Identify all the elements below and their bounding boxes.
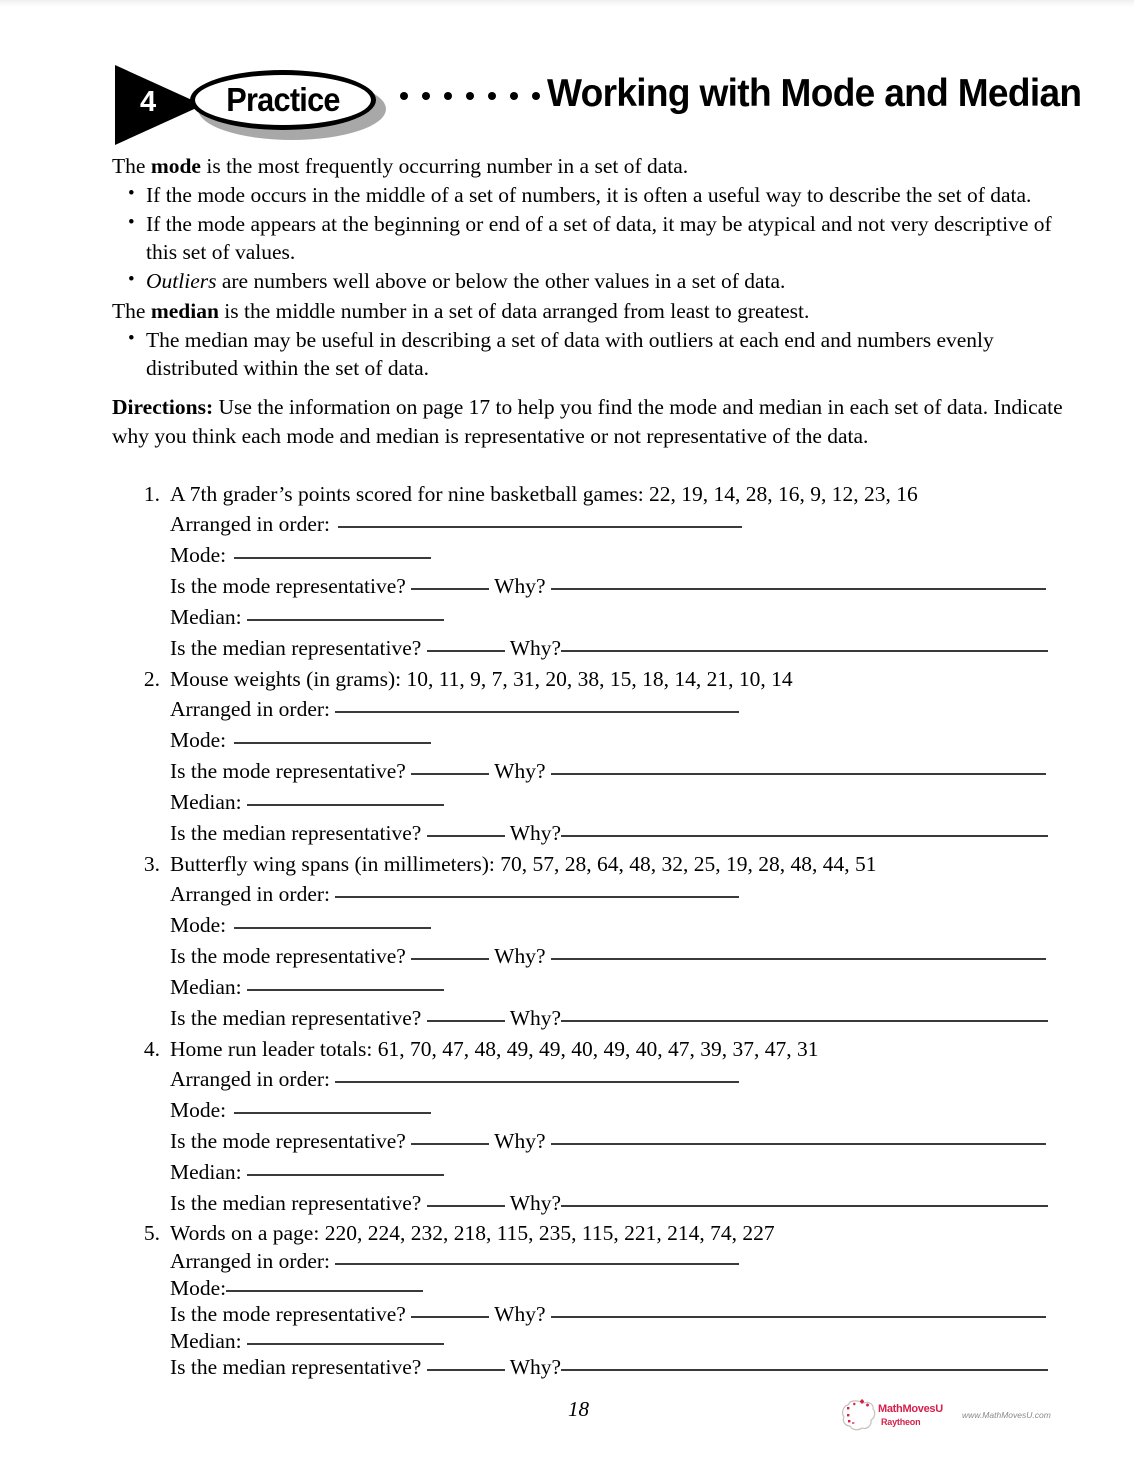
mode-rep-row <box>170 1126 1072 1157</box>
logo-company: Raytheon <box>881 1417 921 1427</box>
question-number: 2. <box>143 667 160 691</box>
why-label: Why? <box>509 1191 562 1215</box>
arranged-input[interactable] <box>335 1249 739 1265</box>
mode-input[interactable] <box>234 543 431 559</box>
question-number: 5. <box>143 1221 160 1245</box>
question-2 <box>112 664 1072 849</box>
answer-lines <box>112 509 1072 664</box>
outliers-term: Outliers <box>146 269 217 293</box>
mode-bullet-list <box>112 181 1072 295</box>
leader-dot <box>444 92 452 100</box>
median-rep-label: Is the median representative? <box>170 1006 422 1030</box>
arranged-label: Arranged in order: <box>170 882 330 906</box>
median-def-prefix: The <box>112 299 151 323</box>
median-label: Median: <box>170 790 242 814</box>
question-text: Butterfly wing spans (in millimeters): 70, 57, 28, 64, 48, 32, 25, 19, 28, 48, 44, 51 <box>170 852 877 876</box>
median-row <box>170 972 1072 1003</box>
why-label: Why? <box>494 574 546 598</box>
question-prompt <box>112 1219 1072 1248</box>
leader-dot <box>400 92 408 100</box>
median-rep-input[interactable] <box>427 821 505 837</box>
mode-input[interactable] <box>234 1098 431 1114</box>
mode-row <box>170 1275 1072 1302</box>
answer-lines <box>112 1064 1072 1219</box>
question-list <box>112 479 1072 1381</box>
median-row <box>170 602 1072 633</box>
mode-def-prefix: The <box>112 154 151 178</box>
median-input[interactable] <box>247 790 444 806</box>
arranged-row <box>170 509 1072 540</box>
mode-row <box>170 540 1072 571</box>
median-label: Median: <box>170 975 242 999</box>
mode-definition <box>112 152 1072 180</box>
mode-why-input[interactable] <box>551 1129 1046 1145</box>
median-rep-label: Is the median representative? <box>170 1355 422 1379</box>
question-prompt <box>112 664 1072 694</box>
page-title: Working with Mode and Median <box>547 72 1082 115</box>
directions-text: Use the information on page 17 to help you find the mode and median in each set of data. Indicate why you think each mode and median is representative or not representative of the data. <box>112 395 1063 448</box>
mode-rep-label: Is the mode representative? <box>170 574 406 598</box>
mode-label: Mode: <box>170 913 227 937</box>
mode-rep-input[interactable] <box>411 1302 489 1318</box>
mode-label: Mode: <box>170 728 227 752</box>
mode-rep-input[interactable] <box>411 944 489 960</box>
question-text: Words on a page: 220, 224, 232, 218, 115, 235, 115, 221, 214, 74, 227 <box>170 1221 775 1245</box>
median-why-input[interactable] <box>561 821 1048 837</box>
leader-dot <box>488 92 496 100</box>
mode-def-suffix: is the most frequently occurring number in a set of data. <box>200 154 689 178</box>
dot-leader <box>400 92 540 100</box>
median-rep-row <box>170 1354 1072 1381</box>
answer-lines <box>112 1248 1072 1381</box>
median-rep-input[interactable] <box>427 1191 505 1207</box>
arranged-input[interactable] <box>335 697 739 713</box>
median-label: Median: <box>170 1328 242 1353</box>
mode-term: mode <box>150 154 201 178</box>
leader-dot <box>532 92 540 100</box>
arranged-label: Arranged in order: <box>170 697 330 721</box>
mode-why-input[interactable] <box>551 944 1046 960</box>
logo-name: MathMovesU <box>878 1403 943 1415</box>
mode-rep-input[interactable] <box>411 1129 489 1145</box>
answer-lines <box>112 879 1072 1034</box>
question-text: A 7th grader’s points scored for nine basketball games: 22, 19, 14, 28, 16, 9, 12, 23, 16 <box>170 482 918 506</box>
leader-dot <box>510 92 518 100</box>
mode-input[interactable] <box>234 728 431 744</box>
practice-oval <box>190 70 376 130</box>
logo-url: www.MathMovesU.com <box>962 1410 1051 1420</box>
median-row <box>170 1328 1072 1355</box>
page-number: 18 <box>568 1397 589 1421</box>
logo-blob-icon <box>840 1399 880 1433</box>
median-rep-row <box>170 1188 1072 1219</box>
median-rep-input[interactable] <box>427 1355 505 1371</box>
arranged-input[interactable] <box>335 1067 739 1083</box>
practice-label: Practice <box>226 81 340 118</box>
mode-rep-label: Is the mode representative? <box>170 944 406 968</box>
mode-label: Mode: <box>170 1275 227 1300</box>
median-rep-row <box>170 1003 1072 1034</box>
list-item: • If the mode occurs in the middle of a set of numbers, it is often a useful way to describe the set of data. <box>112 181 1072 209</box>
directions-label: Directions: <box>112 395 214 419</box>
arranged-row <box>170 694 1072 725</box>
list-item: • The median may be useful in describing a set of data with outliers at each end and numbers evenly distributed within the set of data. <box>112 326 1072 382</box>
mode-row <box>170 725 1072 756</box>
arranged-label: Arranged in order: <box>170 1067 330 1091</box>
arranged-input[interactable] <box>338 512 742 528</box>
arranged-input[interactable] <box>335 882 739 898</box>
median-rep-label: Is the median representative? <box>170 1191 422 1215</box>
median-rep-input[interactable] <box>427 1006 505 1022</box>
median-why-input[interactable] <box>561 1191 1048 1207</box>
question-text: Home run leader totals: 61, 70, 47, 48, 49, 49, 40, 49, 40, 47, 39, 37, 47, 31 <box>170 1037 819 1061</box>
leader-dot <box>466 92 474 100</box>
median-bullet-list <box>112 326 1072 382</box>
why-label: Why? <box>494 944 546 968</box>
question-1 <box>112 479 1072 664</box>
lesson-number: 4 <box>140 86 156 118</box>
question-prompt <box>112 1034 1072 1064</box>
list-item <box>112 267 1072 295</box>
mode-row <box>170 910 1072 941</box>
mode-input[interactable] <box>226 1276 423 1292</box>
median-row <box>170 1157 1072 1188</box>
mode-rep-row <box>170 756 1072 787</box>
mode-rep-input[interactable] <box>411 759 489 775</box>
list-item: • If the mode appears at the beginning or end of a set of data, it may be atypical and not very descriptive of this set of values. <box>112 210 1072 266</box>
median-rep-row <box>170 633 1072 664</box>
directions <box>112 393 1072 451</box>
median-why-input[interactable] <box>561 636 1048 652</box>
median-why-input[interactable] <box>561 1006 1048 1022</box>
why-label: Why? <box>509 821 562 845</box>
triangle-arrow-icon <box>115 65 203 145</box>
why-label: Why? <box>494 1302 546 1326</box>
median-input[interactable] <box>247 975 444 991</box>
mode-label: Mode: <box>170 543 227 567</box>
mode-rep-row <box>170 1301 1072 1328</box>
question-prompt <box>112 479 1072 509</box>
why-label: Why? <box>509 1006 562 1030</box>
mode-rep-row <box>170 571 1072 602</box>
median-rep-input[interactable] <box>427 636 505 652</box>
median-input[interactable] <box>247 605 444 621</box>
leader-dot <box>422 92 430 100</box>
median-def-suffix: is the middle number in a set of data arranged from least to greatest. <box>218 299 810 323</box>
arranged-row <box>170 1064 1072 1095</box>
mode-why-input[interactable] <box>551 759 1046 775</box>
mode-why-input[interactable] <box>551 1302 1046 1318</box>
mode-rep-label: Is the mode representative? <box>170 1302 406 1326</box>
question-text: Mouse weights (in grams): 10, 11, 9, 7, 31, 20, 38, 15, 18, 14, 21, 10, 14 <box>170 667 793 691</box>
answer-lines <box>112 694 1072 849</box>
median-label: Median: <box>170 1160 242 1184</box>
question-4 <box>112 1034 1072 1219</box>
why-label: Why? <box>494 1129 546 1153</box>
practice-badge <box>112 62 387 144</box>
median-why-input[interactable] <box>561 1355 1048 1371</box>
median-rep-label: Is the median representative? <box>170 636 422 660</box>
question-number: 4. <box>143 1037 160 1061</box>
mode-input[interactable] <box>234 913 431 929</box>
arranged-row <box>170 1248 1072 1275</box>
lesson-text <box>112 152 1072 473</box>
median-row <box>170 787 1072 818</box>
mode-rep-label: Is the mode representative? <box>170 1129 406 1153</box>
mode-rep-label: Is the mode representative? <box>170 759 406 783</box>
mode-label: Mode: <box>170 1098 227 1122</box>
median-definition <box>112 297 1072 325</box>
median-input[interactable] <box>247 1329 444 1345</box>
why-label: Why? <box>509 1355 562 1379</box>
question-number: 1. <box>143 482 160 506</box>
mathmovesu-logo <box>840 1398 1051 1438</box>
arranged-row <box>170 879 1072 910</box>
question-5 <box>112 1219 1072 1381</box>
page-header <box>112 62 1082 144</box>
mode-row <box>170 1095 1072 1126</box>
arranged-label: Arranged in order: <box>170 1249 330 1273</box>
mode-why-input[interactable] <box>551 574 1046 590</box>
median-input[interactable] <box>247 1160 444 1176</box>
median-rep-row <box>170 818 1072 849</box>
question-prompt <box>112 849 1072 879</box>
page-top-edge <box>0 0 1134 7</box>
median-term: median <box>150 299 219 323</box>
arranged-label: Arranged in order: <box>170 512 330 536</box>
mode-rep-row <box>170 941 1072 972</box>
mode-rep-input[interactable] <box>411 574 489 590</box>
outliers-text: are numbers well above or below the other values in a set of data. <box>216 269 786 293</box>
median-label: Median: <box>170 605 242 629</box>
question-number: 3. <box>143 852 160 876</box>
why-label: Why? <box>509 636 562 660</box>
question-3 <box>112 849 1072 1034</box>
median-rep-label: Is the median representative? <box>170 821 422 845</box>
why-label: Why? <box>494 759 546 783</box>
